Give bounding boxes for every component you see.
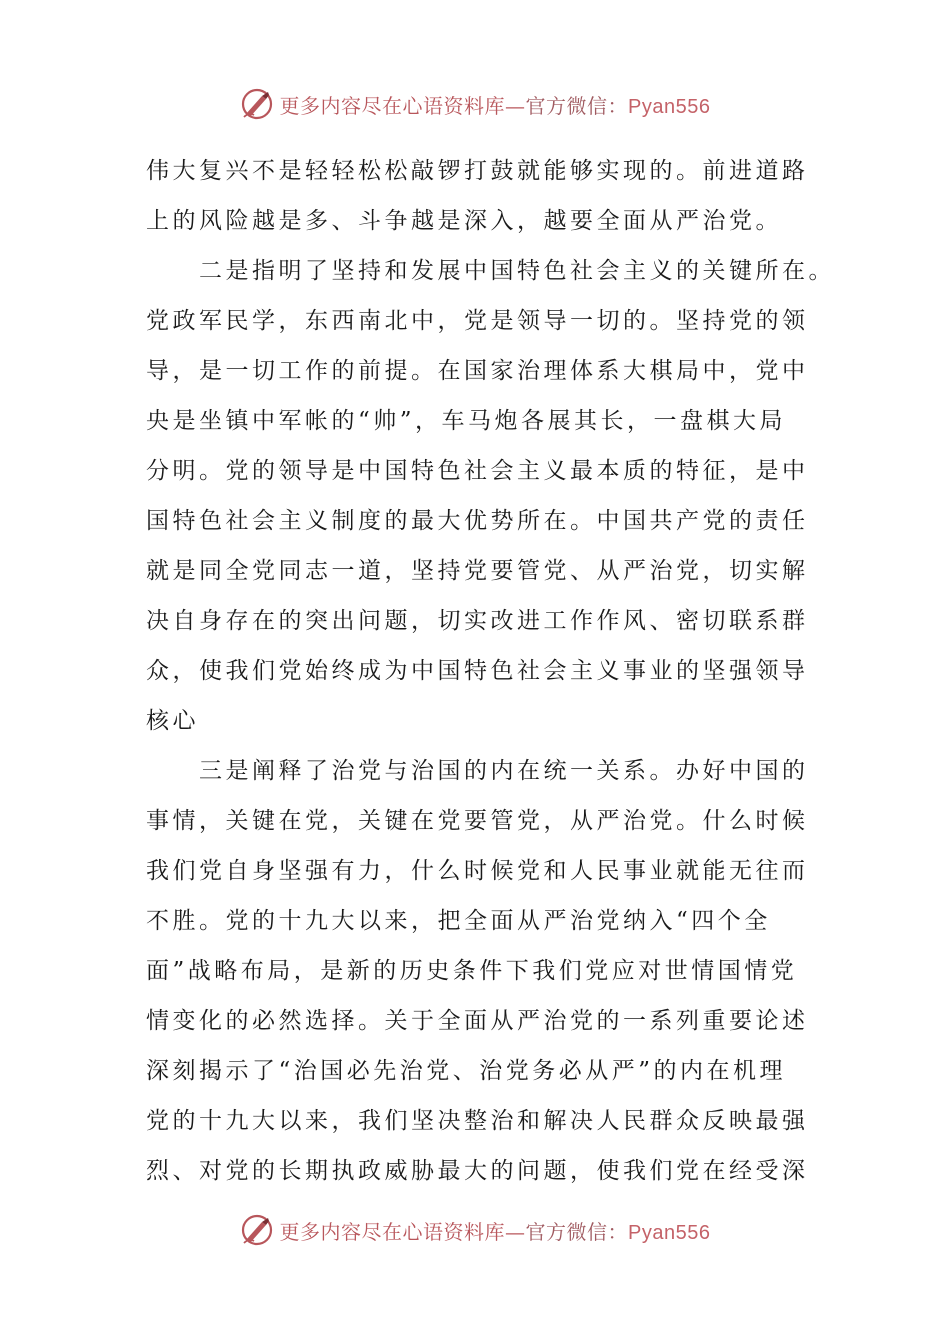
text-line: 导，是一切工作的前提。在国家治理体系大棋局中，党中 — [146, 358, 809, 384]
text-line: 不胜。党的十九大以来，把全面从严治党纳入“四个全 — [146, 908, 771, 934]
text-line: 事情，关键在党，关键在党要管党，从严治党。什么时候 — [146, 808, 809, 834]
banner-label: 官方微信： — [525, 1219, 629, 1244]
text-line: 情变化的必然选择。关于全面从严治党的一系列重要论述 — [146, 1008, 809, 1034]
banner-prefix: 更多内容尽在心语资料库 — [279, 93, 506, 118]
text-line: 我们党自身坚强有力，什么时候党和人民事业就能无往而 — [146, 858, 809, 884]
text-line: 国特色社会主义制度的最大优势所在。中国共产党的责任 — [146, 508, 809, 534]
pen-logo-icon — [240, 1213, 274, 1247]
banner-wechat-id: Pyan556 — [628, 95, 711, 118]
text-line: 面”战略布局，是新的历史条件下我们党应对世情国情党 — [146, 958, 798, 984]
banner-label: 官方微信： — [525, 93, 629, 118]
text-line: 伟大复兴不是轻轻松松敲锣打鼓就能够实现的。前进道路 — [146, 158, 809, 184]
text-line: 分明。党的领导是中国特色社会主义最本质的特征，是中 — [146, 458, 809, 484]
text-line: 就是同全党同志一道，坚持党要管党、从严治党，切实解 — [146, 558, 809, 584]
banner-dash: — — [505, 93, 526, 118]
text-line: 上的风险越是多、斗争越是深入，越要全面从严治党。 — [146, 208, 782, 234]
text-line: 决自身存在的突出问题，切实改进工作作风、密切联系群 — [146, 608, 809, 634]
document-body — [146, 146, 835, 1196]
text-line: 三是阐释了治党与治国的内在统一关系。办好中国的 — [146, 758, 809, 784]
banner-wechat-id: Pyan556 — [628, 1221, 711, 1244]
text-line: 党政军民学，东西南北中，党是领导一切的。坚持党的领 — [146, 308, 809, 334]
text-line: 二是指明了坚持和发展中国特色社会主义的关键所在。 — [146, 258, 835, 284]
text-line: 众，使我们党始终成为中国特色社会主义事业的坚强领导 — [146, 658, 809, 684]
text-line: 党的十九大以来，我们坚决整治和解决人民群众反映最强 — [146, 1108, 809, 1134]
text-line: 核心 — [146, 708, 199, 734]
banner-text — [280, 1216, 711, 1245]
text-line: 烈、对党的长期执政威胁最大的问题，使我们党在经受深 — [146, 1158, 809, 1184]
banner-prefix: 更多内容尽在心语资料库 — [279, 1219, 506, 1244]
text-line: 央是坐镇中军帐的“帅”，车马炮各展其长，一盘棋大局 — [146, 408, 787, 434]
text-line: 深刻揭示了“治国必先治党、治党务必从严”的内在机理 — [146, 1058, 787, 1084]
banner-dash: — — [505, 1219, 526, 1244]
pen-logo-icon — [240, 87, 274, 121]
header-banner — [0, 84, 950, 124]
banner-text — [280, 90, 711, 119]
footer-banner — [0, 1210, 950, 1250]
